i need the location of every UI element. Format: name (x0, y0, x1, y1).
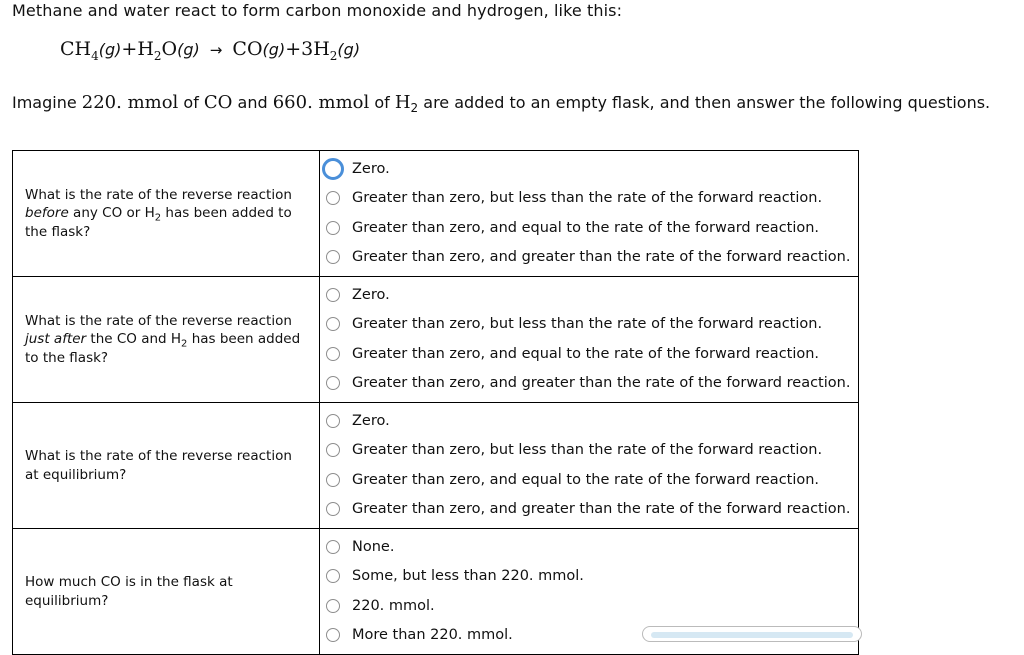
radio-button[interactable] (326, 376, 340, 390)
reaction-arrow-icon: → (209, 41, 223, 59)
option-radio[interactable]: Greater than zero, and equal to the rate of the forward reaction. (320, 339, 858, 369)
option-radio[interactable]: Greater than zero, and greater than the rate of the forward reaction. (320, 369, 858, 399)
radio-button[interactable] (326, 221, 340, 235)
question-row (13, 403, 859, 529)
radio-button[interactable] (326, 473, 340, 487)
radio-button[interactable] (326, 599, 340, 613)
option-radio[interactable]: Zero. (320, 280, 858, 310)
question-row (13, 151, 859, 277)
option-radio[interactable]: Greater than zero, and greater than the rate of the forward reaction. (320, 243, 858, 273)
options-cell (320, 403, 859, 529)
question-text: How much CO is in the flask at equilibrium? (13, 529, 320, 655)
radio-button[interactable] (322, 158, 344, 180)
question-row (13, 277, 859, 403)
option-radio[interactable]: Zero. (320, 154, 858, 184)
options-cell (320, 277, 859, 403)
chemical-equation: $CH_4(g)+H_2O(g) \to CO(g)+3H_2(g)$ (60, 38, 361, 63)
radio-button[interactable] (326, 569, 340, 583)
radio-button[interactable] (326, 250, 340, 264)
option-radio[interactable]: 220. mmol. (320, 591, 858, 621)
options-cell (320, 151, 859, 277)
radio-button[interactable] (326, 628, 340, 642)
radio-button[interactable] (326, 288, 340, 302)
radio-button[interactable] (326, 443, 340, 457)
scrollbar-thumb[interactable] (651, 632, 853, 638)
radio-button[interactable] (326, 191, 340, 205)
question-table (12, 150, 859, 655)
option-radio[interactable]: Greater than zero, but less than the rate of the forward reaction. (320, 436, 858, 466)
option-radio[interactable]: Greater than zero, but less than the rate of the forward reaction. (320, 184, 858, 214)
option-radio[interactable]: None. (320, 532, 858, 562)
option-radio[interactable]: Some, but less than 220. mmol. (320, 562, 858, 592)
question-text: What is the rate of the reverse reaction before any CO or $H_2$ has been added to the flask? (13, 151, 320, 277)
question-text: What is the rate of the reverse reaction just after the CO and $H_2$ has been added to the flask? (13, 277, 320, 403)
problem-statement: Imagine 220. mmol of CO and 660. mmol of $H_2$ are added to an empty flask, and then answer the following questions. (12, 92, 991, 116)
horizontal-scrollbar[interactable] (642, 626, 862, 642)
radio-button[interactable] (326, 502, 340, 516)
radio-button[interactable] (326, 317, 340, 331)
radio-button[interactable] (326, 414, 340, 428)
option-radio[interactable]: Greater than zero, but less than the rate of the forward reaction. (320, 310, 858, 340)
option-radio[interactable]: Zero. (320, 406, 858, 436)
option-radio[interactable]: More than 220. mmol. (320, 621, 858, 651)
intro-text: Methane and water react to form carbon monoxide and hydrogen, like this: (12, 1, 623, 20)
option-radio[interactable]: Greater than zero, and equal to the rate of the forward reaction. (320, 213, 858, 243)
option-radio[interactable]: Greater than zero, and equal to the rate of the forward reaction. (320, 465, 858, 495)
option-radio[interactable]: Greater than zero, and greater than the rate of the forward reaction. (320, 495, 858, 525)
question-text: What is the rate of the reverse reaction at equilibrium? (13, 403, 320, 529)
radio-button[interactable] (326, 540, 340, 554)
radio-button[interactable] (326, 347, 340, 361)
